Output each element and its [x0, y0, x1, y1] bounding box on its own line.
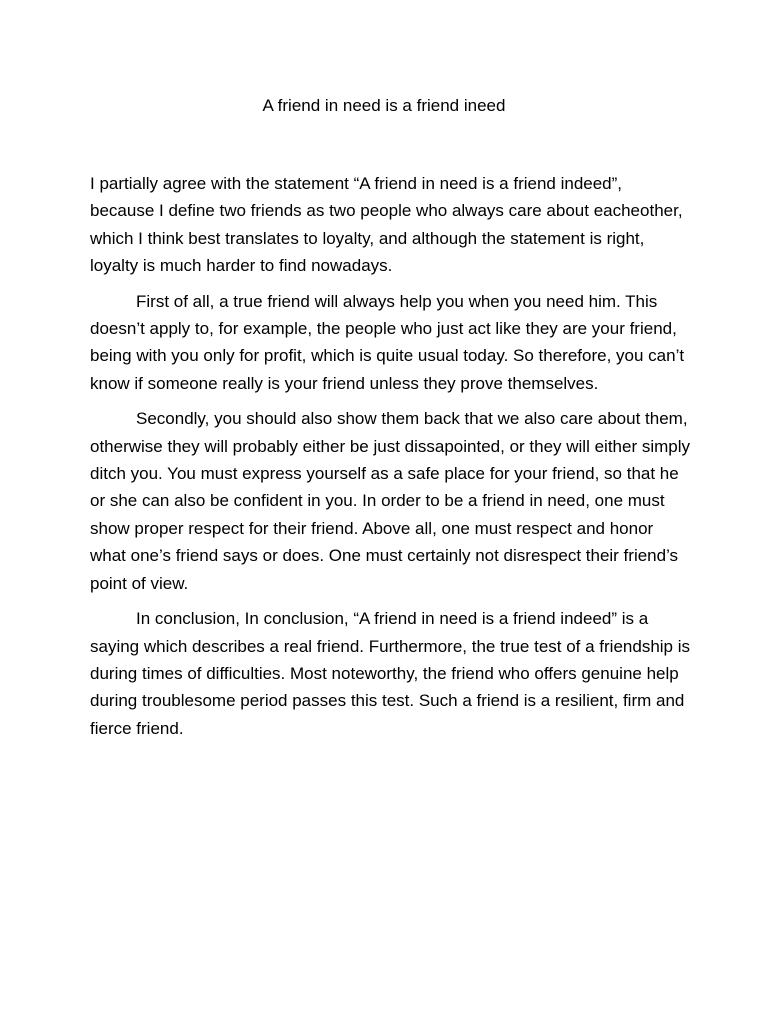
document-title: A friend in need is a friend ineed: [262, 96, 506, 115]
document-body: [90, 170, 690, 750]
paragraph-conclusion: In conclusion, In conclusion, “A friend in need is a friend indeed” is a saying which describes a real friend. Furthermore, the true test of a friendship is during times of difficulties. Most noteworthy, the friend who offers genuine help during troublesome period passes this test. Such a friend is a resilient, firm and fierce friend.: [90, 609, 691, 738]
paragraph-intro: I partially agree with the statement “A friend in need is a friend indeed”, because I define two friends as two people who always care about eacheother, which I think best translates to loyalty, and although the statement is right, loyalty is much harder to find nowadays.: [90, 174, 683, 276]
paragraph-first-argument: First of all, a true friend will always help you when you need him. This doesn’t apply to, for example, the people who just act like they are your friend, being with you only for profit, which is quite usual today. So therefore, you can’t know if someone really is your friend unless they prove themselves.: [90, 291, 685, 393]
paragraph-second-argument: Secondly, you should also show them back that we also care about them, otherwise they will probably either be just dissapointed, or they will either simply ditch you. You must express yourself as a safe place for your friend, so that he or she can also be confident in you. In order to be a friend in need, one must show proper respect for their friend. Above all, one must respect and honor what one’s friend says or does. One must certainly not disrespect their friend’s point of view.: [90, 409, 691, 593]
